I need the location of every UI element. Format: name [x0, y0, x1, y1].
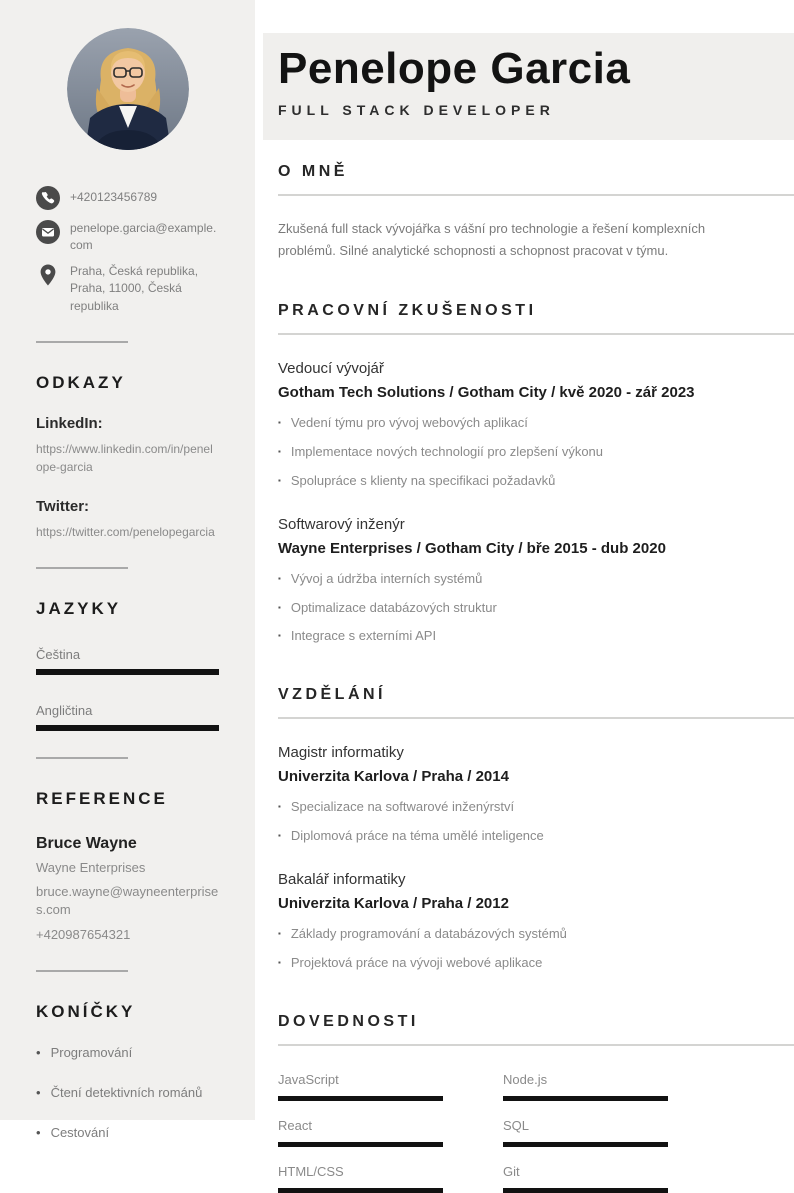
sidebar-divider	[36, 341, 128, 343]
address-value: Praha, Česká republika, Praha, 11000, Česká republika	[70, 263, 199, 313]
degree-meta: Univerzita Karlova / Praha / 2012	[278, 894, 509, 912]
skill-item	[278, 1072, 443, 1101]
contact-address-row	[36, 263, 219, 315]
reference-phone: +420987654321	[36, 926, 131, 942]
degree-title: Magistr informatiky	[278, 744, 404, 762]
language-name: Čeština	[36, 646, 81, 662]
job-entry	[278, 360, 794, 491]
linkedin-label: LinkedIn:	[36, 414, 103, 432]
hobby-item: • Programování	[36, 1044, 219, 1062]
skill-level-bar	[278, 1142, 443, 1147]
language-name: Angličtina	[36, 702, 93, 718]
degree-meta: Univerzita Karlova / Praha / 2014	[278, 768, 509, 786]
degree-bullet: ▪ Diplomová práce na téma umělé inteligence	[278, 827, 748, 846]
hobby-item: • Čtení detektivních románů	[36, 1084, 219, 1102]
degree-bullet-list	[278, 798, 794, 846]
profile-photo	[67, 28, 189, 150]
main-column	[263, 0, 794, 1193]
name-header	[263, 33, 794, 140]
about-heading: O MNĚ	[278, 163, 794, 196]
about-section	[263, 163, 794, 262]
reference-name: Bruce Wayne	[36, 834, 137, 852]
map-pin-icon	[36, 263, 60, 287]
skill-level-bar	[278, 1096, 443, 1101]
language-level-bar	[36, 669, 219, 675]
skill-level-bar	[278, 1188, 443, 1193]
degree-entry	[278, 744, 794, 846]
phone-value: +420123456789	[70, 190, 158, 205]
skill-item	[503, 1072, 668, 1101]
job-entry-meta: Gotham Tech Solutions / Gotham City / kvě 2020 - zář 2023	[278, 384, 695, 402]
job-bullet-list	[278, 570, 794, 647]
language-item	[36, 703, 219, 731]
skills-grid	[278, 1072, 794, 1193]
contact-phone-row	[36, 186, 219, 210]
skill-item	[278, 1164, 443, 1193]
job-bullet: ▪ Optimalizace databázových struktur	[278, 599, 748, 618]
job-bullet: ▪ Vývoj a údržba interních systémů	[278, 570, 748, 589]
skill-level-bar	[503, 1096, 668, 1101]
job-entry-meta: Wayne Enterprises / Gotham City / bře 2015 - dub 2020	[278, 539, 666, 557]
skill-name: Git	[503, 1163, 520, 1179]
twitter-url[interactable]: https://twitter.com/penelopegarcia	[36, 524, 215, 539]
education-section	[263, 686, 794, 972]
contact-email-row	[36, 220, 219, 255]
skill-item	[503, 1164, 668, 1193]
person-name: Penelope Garcia	[278, 44, 631, 93]
email-value: penelope.garcia@example.com	[70, 221, 217, 253]
language-item	[36, 647, 219, 675]
about-text: Zkušená full stack vývojářka s vášní pro technologie a řešení komplexních problémů. Silné analytické schopnosti a schopnost pracovat v týmu.	[278, 221, 706, 259]
reference-company: Wayne Enterprises	[36, 859, 146, 875]
skill-level-bar	[503, 1142, 668, 1147]
job-entry-title: Softwarový inženýr	[278, 515, 405, 533]
job-entry	[278, 516, 794, 647]
job-bullet: ▪ Spolupráce s klienty na specifikaci požadavků	[278, 472, 748, 491]
education-heading: VZDĚLÁNÍ	[278, 686, 794, 719]
degree-bullet: ▪ Projektová práce na vývoji webové aplikace	[278, 954, 748, 973]
skill-level-bar	[503, 1188, 668, 1193]
skills-section	[263, 1013, 794, 1193]
job-bullet-list	[278, 414, 794, 491]
hobbies-heading: KONÍČKY	[36, 1001, 136, 1021]
job-bullet: ▪ Implementace nových technologií pro zlepšení výkonu	[278, 443, 748, 462]
language-level-bar	[36, 725, 219, 731]
skill-name: SQL	[503, 1117, 530, 1133]
degree-title: Bakalář informatiky	[278, 870, 406, 888]
references-heading: REFERENCE	[36, 788, 168, 808]
experience-section	[263, 302, 794, 646]
job-bullet: ▪ Vedení týmu pro vývoj webových aplikací	[278, 414, 748, 433]
skill-name: JavaScript	[278, 1071, 339, 1087]
skills-heading: DOVEDNOSTI	[278, 1013, 794, 1046]
hobby-item: • Cestování	[36, 1124, 219, 1142]
skill-name: React	[278, 1117, 312, 1133]
experience-heading: PRACOVNÍ ZKUŠENOSTI	[278, 302, 794, 335]
avatar-illustration	[67, 28, 189, 150]
contact-section	[36, 186, 219, 315]
degree-bullet-list	[278, 925, 794, 973]
job-bullet: ▪ Integrace s externími API	[278, 627, 748, 646]
degree-bullet: ▪ Specializace na softwarové inženýrství	[278, 798, 748, 817]
linkedin-url[interactable]: https://www.linkedin.com/in/penelope-garcia	[36, 441, 213, 474]
languages-heading: JAZYKY	[36, 598, 122, 618]
link-item-linkedin	[36, 415, 219, 476]
sidebar-divider	[36, 757, 128, 759]
skill-item	[278, 1118, 443, 1147]
job-title: FULL STACK DEVELOPER	[278, 102, 555, 119]
link-item-twitter	[36, 498, 219, 541]
reference-email: bruce.wayne@wayneenterprises.com	[36, 884, 219, 918]
sidebar-divider	[36, 970, 128, 972]
degree-bullet: ▪ Základy programování a databázových systémů	[278, 925, 748, 944]
skill-item	[503, 1118, 668, 1147]
skill-name: Node.js	[503, 1071, 548, 1087]
sidebar-divider	[36, 567, 128, 569]
twitter-label: Twitter:	[36, 497, 90, 515]
job-entry-title: Vedoucí vývojář	[278, 360, 384, 378]
links-heading: ODKAZY	[36, 372, 126, 392]
phone-icon	[36, 186, 60, 210]
envelope-icon	[36, 220, 60, 244]
degree-entry	[278, 871, 794, 973]
skill-name: HTML/CSS	[278, 1163, 344, 1179]
sidebar	[0, 0, 255, 1141]
